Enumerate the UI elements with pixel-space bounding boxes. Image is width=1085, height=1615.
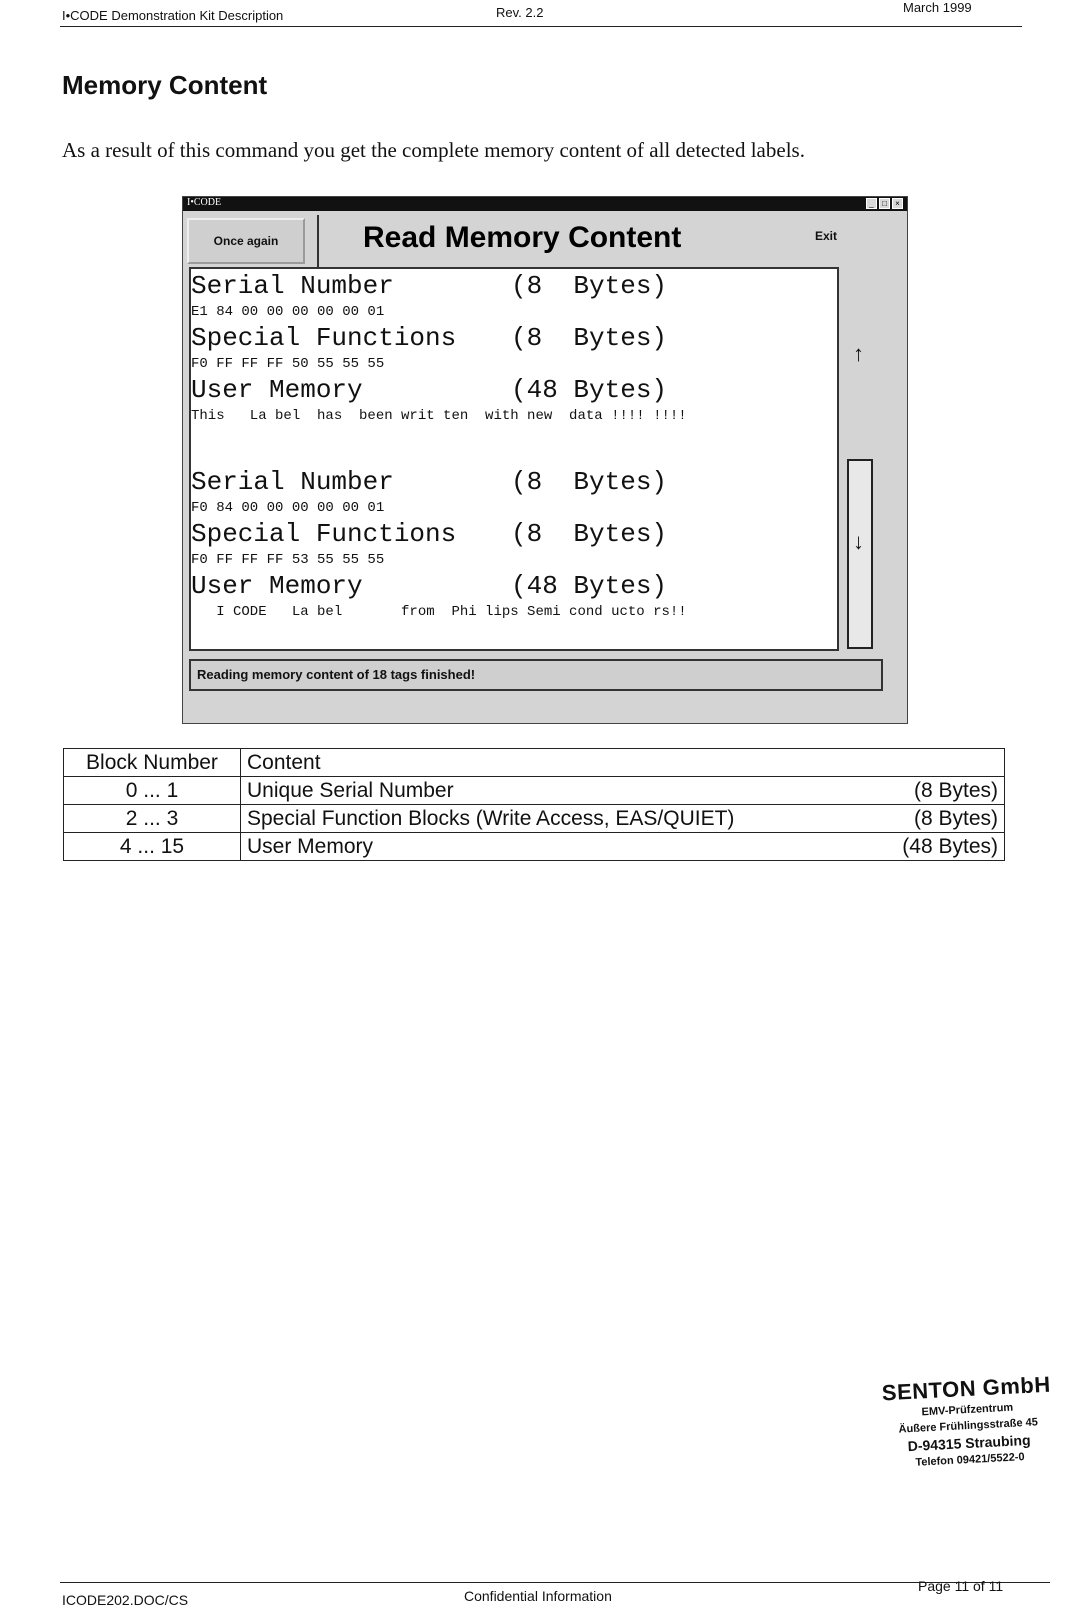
content-cell: [241, 805, 1005, 833]
serial-size: (8 Bytes): [511, 271, 668, 301]
user-memory-value: This La bel has been writ ten with new data !!!! !!!!: [191, 408, 687, 424]
once-again-button[interactable]: Once again: [187, 218, 305, 264]
exit-button[interactable]: Exit: [814, 229, 837, 243]
stamp-company: SENTON GmbH: [881, 1371, 1052, 1406]
footer-page: Page 11 of 11: [918, 1578, 1004, 1594]
block-number-cell: 2 ... 3: [64, 805, 241, 833]
memory-content-list: [189, 267, 839, 651]
header-rule: [60, 26, 1022, 27]
close-icon[interactable]: ×: [892, 198, 903, 209]
app-title: Read Memory Content: [363, 221, 682, 254]
content-size: (48 Bytes): [902, 834, 998, 858]
serial-label: Serial Number: [191, 467, 394, 497]
block-table: [63, 748, 1005, 861]
content-cell: [241, 833, 1005, 861]
intro-paragraph: As a result of this command you get the complete memory content of all detected labels.: [62, 138, 805, 162]
column-header-content: Content: [241, 749, 1005, 777]
user-memory-value: I CODE La bel from Phi lips Semi cond ucto rs!!: [191, 604, 687, 620]
section-title: Memory Content: [62, 70, 268, 100]
company-stamp: [866, 1371, 1071, 1473]
content-cell: [241, 777, 1005, 805]
app-title-panel: [317, 215, 897, 267]
user-memory-label: User Memory: [191, 571, 363, 601]
special-value: F0 FF FF FF 53 55 55 55: [191, 552, 385, 568]
stamp-line: Telefon 09421/5522-0: [915, 1451, 1025, 1469]
user-memory-size: (48 Bytes): [511, 571, 668, 601]
stamp-line: D-94315 Straubing: [907, 1431, 1031, 1455]
tag-record: [191, 467, 837, 623]
table-header-row: [64, 749, 1005, 777]
stamp-line: EMV-Prüfzentrum: [921, 1401, 1014, 1419]
scroll-down-icon[interactable]: ↓: [853, 529, 864, 554]
scroll-up-icon[interactable]: ↑: [853, 341, 864, 366]
app-window: [182, 196, 908, 724]
user-memory-label: User Memory: [191, 375, 363, 405]
header-left: I•CODE Demonstration Kit Description: [62, 8, 284, 23]
content-size: (8 Bytes): [913, 806, 998, 830]
content-text: User Memory: [247, 834, 374, 858]
status-bar: Reading memory content of 18 tags finished!: [189, 659, 883, 691]
content-text: Unique Serial Number: [247, 778, 454, 802]
block-number-cell: 0 ... 1: [64, 777, 241, 805]
maximize-icon[interactable]: □: [879, 198, 890, 209]
footer-left: ICODE202.DOC/CS: [62, 1592, 189, 1608]
content-size: (8 Bytes): [913, 778, 998, 802]
special-size: (8 Bytes): [511, 519, 668, 549]
stamp-line: Äußere Frühlingsstraße 45: [898, 1416, 1039, 1436]
special-value: F0 FF FF FF 50 55 55 55: [191, 356, 385, 372]
window-titlebar: [183, 197, 907, 211]
block-number-cell: 4 ... 15: [64, 833, 241, 861]
tag-record: [191, 271, 837, 427]
footer-rule: [60, 1582, 1050, 1583]
window-title: I•CODE: [187, 197, 222, 208]
table-row: [64, 833, 1005, 861]
special-label: Special Functions: [191, 519, 457, 549]
special-size: (8 Bytes): [511, 323, 668, 353]
user-memory-size: (48 Bytes): [511, 375, 668, 405]
scrollbar[interactable]: [843, 267, 879, 651]
column-header-block-number: Block Number: [64, 749, 241, 777]
header-date: March 1999: [903, 0, 972, 15]
minimize-icon[interactable]: _: [866, 198, 877, 209]
special-label: Special Functions: [191, 323, 457, 353]
serial-size: (8 Bytes): [511, 467, 668, 497]
table-row: [64, 805, 1005, 833]
serial-value: F0 84 00 00 00 00 00 01: [191, 500, 385, 516]
footer-center: Confidential Information: [464, 1588, 612, 1604]
serial-value: E1 84 00 00 00 00 00 01: [191, 304, 385, 320]
header-revision: Rev. 2.2: [496, 5, 544, 20]
table-row: [64, 777, 1005, 805]
serial-label: Serial Number: [191, 271, 394, 301]
content-text: Special Function Blocks (Write Access, EAS/QUIET): [247, 806, 735, 830]
